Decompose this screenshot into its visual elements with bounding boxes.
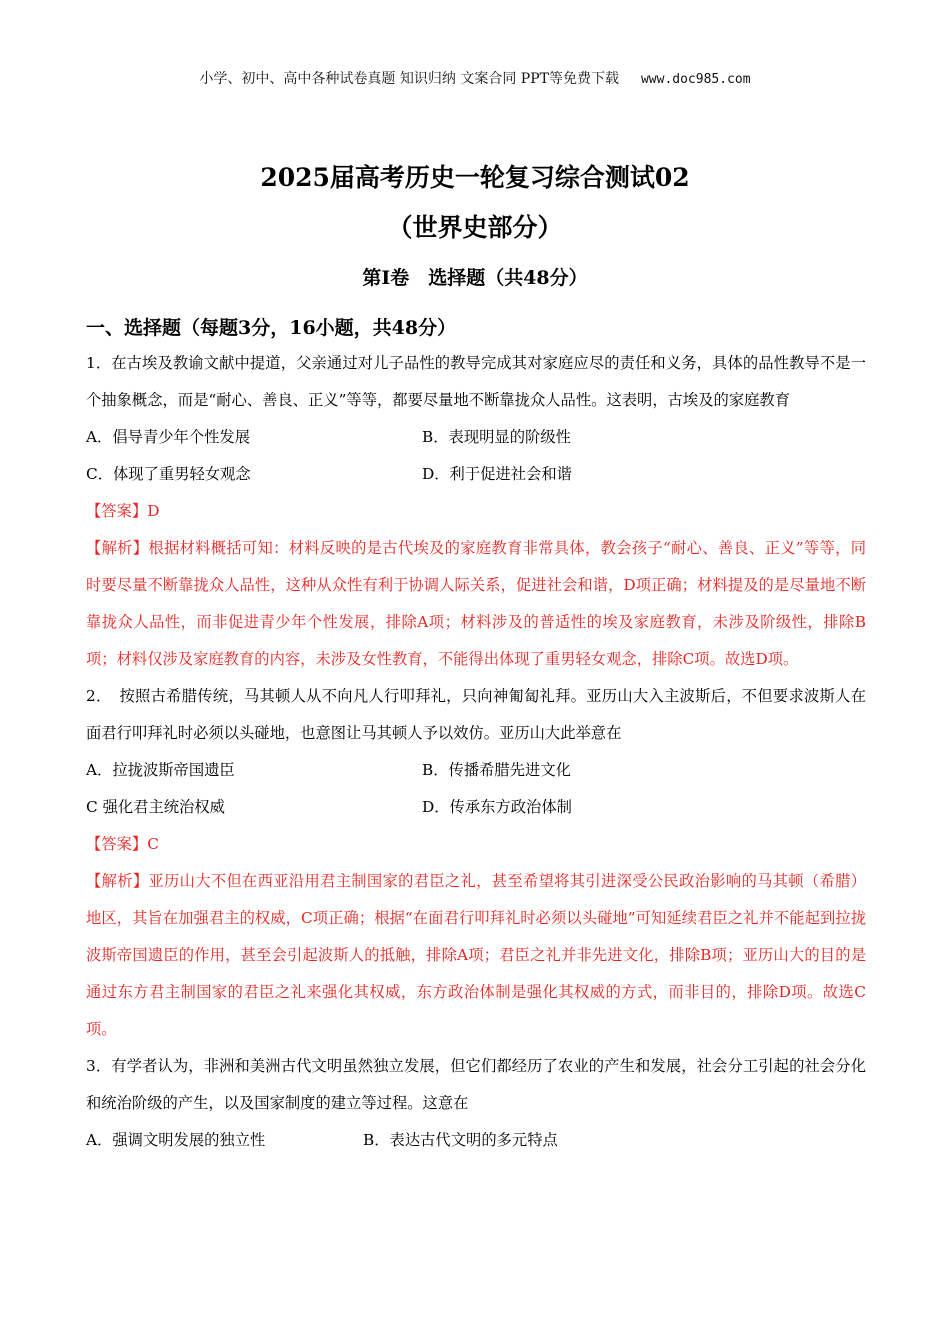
option-b: B．表达古代文明的多元特点	[363, 1131, 558, 1149]
question-1	[86, 345, 866, 678]
questions-list	[86, 345, 866, 1159]
option-a: A．倡导青少年个性发展	[86, 428, 251, 446]
header-site-link[interactable]: www.doc985.com	[640, 72, 751, 87]
document-title: 2025届高考历史一轮复习综合测试02	[260, 163, 690, 192]
option-row	[86, 419, 866, 456]
option-d: D．传承东方政治体制	[422, 798, 572, 816]
question-stem: 3．有学者认为，非洲和美洲古代文明虽然独立发展，但它们都经历了农业的产生和发展，社会分工引起的社会分化和统治阶级的产生，以及国家制度的建立等过程。这意在	[86, 1057, 866, 1112]
option-b: B．表现明显的阶级性	[422, 428, 571, 446]
option-d: D．利于促进社会和谐	[422, 465, 572, 483]
part-title: 第Ⅰ卷 选择题（共48分）	[362, 267, 588, 289]
page-header	[0, 68, 950, 88]
option-a: A．拉拢波斯帝国遗臣	[86, 761, 235, 779]
question-stem: 2． 按照古希腊传统，马其顿人从不向凡人行叩拜礼，只向神匍匐礼拜。亚历山大入主波斯后，不但要求波斯人在面君行叩拜礼时必须以头碰地，也意图让马其顿人予以效仿。亚历山大此举意在	[86, 687, 866, 742]
option-b: B．传播希腊先进文化	[422, 761, 571, 779]
question-2	[86, 678, 866, 1048]
answer-line: 【答案】C	[86, 835, 159, 853]
option-row	[86, 752, 866, 789]
question-stem: 1．在古埃及教谕文献中提道，父亲通过对儿子品性的教导完成其对家庭应尽的责任和义务，具体的品性教导不是一个抽象概念，而是“耐心、善良、正义”等等，都要尽量地不断靠拢众人品性。这表明，古埃及的家庭教育	[86, 354, 866, 409]
section-heading: 一、选择题（每题3分，16小题，共48分）	[86, 317, 457, 339]
question-3	[86, 1048, 866, 1159]
option-c: C 强化君主统治权威	[86, 798, 225, 816]
option-a: A．强调文明发展的独立性	[86, 1131, 266, 1149]
option-row	[86, 789, 866, 826]
option-row	[86, 1122, 866, 1159]
option-row	[86, 456, 866, 493]
document-subtitle: （世界史部分）	[387, 213, 563, 242]
option-c: C．体现了重男轻女观念	[86, 465, 251, 483]
header-text: 小学、初中、高中各种试卷真题 知识归纳 文案合同 PPT等免费下载	[199, 71, 619, 87]
analysis-text: 【解析】根据材料概括可知：材料反映的是古代埃及的家庭教育非常具体，教会孩子“耐心、善良、正义”等等，同时要尽量不断靠拢众人品性，这种从众性有利于协调人际关系，促进社会和谐，D项正确；材料提及的是尽量地不断靠拢众人品性，而非促进青少年个性发展，排除A项；材料涉及的普适性的埃及家庭教育，未涉及阶级性，排除B项；材料仅涉及家庭教育的内容，未涉及女性教育，不能得出体现了重男轻女观念，排除C项。故选D项。	[86, 539, 866, 668]
answer-line: 【答案】D	[86, 502, 160, 520]
analysis-text: 【解析】亚历山大不但在西亚沿用君主制国家的君臣之礼，甚至希望将其引进深受公民政治影响的马其顿（希腊）地区，其旨在加强君主的权威，C项正确；根据“在面君行叩拜礼时必须以头碰地”可知延续君臣之礼并不能起到拉拢波斯帝国遗臣的作用，甚至会引起波斯人的抵触，排除A项；君臣之礼并非先进文化，排除B项；亚历山大的目的是通过东方君主制国家的君臣之礼来强化其权威，东方政治体制是强化其权威的方式，而非目的，排除D项。故选C项。	[86, 872, 866, 1038]
